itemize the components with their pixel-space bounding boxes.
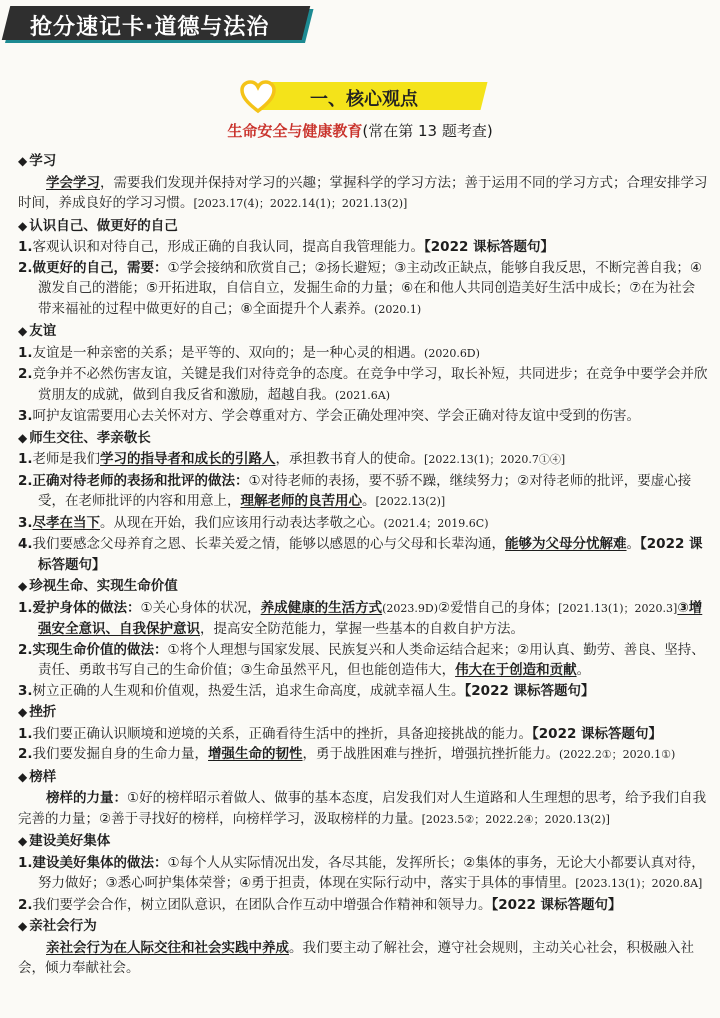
- text: ，勇于战胜困难与挫折，增强抗挫折能力。: [302, 746, 560, 762]
- topic-title: [0, 120, 720, 141]
- list-item: [18, 513, 708, 535]
- heading-prosocial: [18, 916, 708, 937]
- diamond-icon: ◆: [18, 919, 28, 933]
- list-item: [18, 406, 708, 427]
- source-ref: [2021.13(1)；2020.3]: [558, 601, 678, 615]
- key-phrase: 亲社会行为在人际交往和社会实践中养成: [46, 939, 289, 956]
- text: 。我们要主动了解社会，遵守社会规则，主动关心社会，积极融入社会，倾力奉献社会。: [18, 939, 694, 976]
- diamond-icon: ◆: [18, 154, 28, 168]
- key-phrase: 伟大在于创造和贡献: [455, 662, 577, 678]
- heading-text: 亲社会行为: [29, 918, 97, 934]
- section-header: [240, 80, 490, 114]
- text: ①对待老师的表扬，要不骄不躁，继续努力；②对待老师的批评，要虚心接受，: [38, 472, 692, 509]
- text: ①将个人理想与国家发展、民族复兴和人类命运结合起来；②用认真、勤劳、善良、坚持、责任、勇敢书写自己的生命价值；③生命虽然平凡，但也能创造伟大，: [38, 641, 705, 678]
- text: 竞争并不必然伤害友谊，关键是我们对待竞争的态度。在竞争中学习，取长补短，共同进步；在竞争中要学会并欣赏朋友的成就，做到自我反省和激励，超越自我。: [32, 366, 708, 403]
- key-phrase: 增强生命的韧性: [208, 746, 303, 762]
- key-phrase: 学习的指导者和成长的引路人: [100, 451, 276, 467]
- text: ①关心身体的状况，: [140, 599, 261, 616]
- heading-learning: [18, 151, 708, 172]
- list-item: [18, 853, 708, 895]
- standard-tag: 【2022 课标答题句】: [464, 682, 595, 699]
- list-item: [18, 681, 708, 702]
- text: 我们要学会合作，树立团队意识，在团队合作互动中增强合作精神和领导力。: [32, 896, 492, 913]
- source-ref: (2021.6A): [335, 388, 391, 402]
- item-number: 3.: [18, 514, 33, 531]
- topic-title-red: 生命安全与健康教育: [227, 122, 363, 140]
- text: 友谊是一种亲密的关系；是平等的、双向的；是一种心灵的相遇。: [32, 344, 425, 361]
- key-phrase: 能够为父母分忧解难: [505, 536, 627, 552]
- text: ①学会接纳和欣赏自己；②扬长避短；③主动改正缺点，能够自我反思，不断完善自我；④激发自己的潜能；⑤开拓进取，自信自立，发掘生命的力量；⑥在和他人共同创造美好生活中成长；⑦在为社会带来福祉的过程中做更好的自己；⑧全面提升个人素养。: [38, 259, 702, 317]
- heading-text: 友谊: [29, 323, 57, 339]
- text: ，提高安全防范能力，掌握一些基本的自救自护方法。: [200, 621, 524, 637]
- text: 。: [626, 536, 641, 552]
- standard-tag: 【2022 课标答题句】: [491, 896, 622, 913]
- list-item: [18, 744, 708, 766]
- source-ref: [2022.13(2)]: [375, 495, 446, 508]
- heading-friendship: [18, 321, 708, 342]
- text: 。: [576, 662, 591, 678]
- heading-text: 学习: [29, 153, 57, 169]
- lead-text: 爱护身体的做法：: [32, 599, 141, 616]
- heading-teachers-parents: [18, 428, 708, 449]
- heading-text: 建设美好集体: [29, 833, 111, 849]
- heading-role-models: [18, 767, 708, 788]
- diamond-icon: ◆: [18, 705, 28, 719]
- diamond-icon: ◆: [18, 579, 28, 593]
- item-number: 3.: [18, 682, 33, 699]
- item-number: 1.: [18, 725, 33, 742]
- list-item: [18, 449, 708, 471]
- source-ref: (2023.9D): [382, 601, 439, 615]
- list-item: [18, 343, 708, 365]
- text: ，需要我们发现并保持对学习的兴趣；掌握科学的学习方法；善于运用不同的学习方式；合理安排学习时间，养成良好的学习习惯。: [18, 174, 708, 211]
- diamond-icon: ◆: [18, 324, 28, 338]
- item-number: 3.: [18, 408, 33, 424]
- source-ref: (2022.2①；2020.1①): [559, 748, 676, 761]
- key-phrase: 理解老师的良苦用心: [240, 493, 362, 509]
- standard-tag: 【2022 课标答题句】: [424, 239, 555, 255]
- item-number: 1.: [18, 599, 33, 616]
- item-number: 2.: [18, 259, 33, 276]
- source-ref: [2022.13(1)；2020.7①④]: [424, 453, 566, 466]
- source-ref: (2020.1): [374, 302, 422, 316]
- list-item: [18, 534, 708, 575]
- standard-tag: 【2022 课标答题句】: [532, 725, 663, 742]
- topic-note: (常在第 13 题考查): [362, 122, 493, 140]
- list-item: [18, 598, 708, 640]
- text: 我们要发掘自身的生命力量，: [32, 746, 209, 762]
- list-item: [18, 895, 708, 916]
- key-phrase: 尽孝在当下: [32, 514, 101, 531]
- lead-text: 正确对待老师的表扬和批评的做法：: [32, 472, 249, 489]
- lead-text: 实现生命价值的做法：: [32, 641, 168, 658]
- item-number: 2.: [18, 366, 33, 382]
- diamond-icon: ◆: [18, 218, 28, 233]
- item-number: 1.: [18, 344, 33, 361]
- section-title: 一、核心观点: [310, 89, 418, 110]
- item-number: 2.: [18, 472, 33, 489]
- item-number: 2.: [18, 641, 33, 658]
- source-ref: (2021.4；2019.6C): [383, 516, 489, 530]
- text: 。: [362, 493, 376, 509]
- paragraph: [18, 173, 708, 215]
- list-item: [18, 364, 708, 406]
- heading-text: 挫折: [29, 704, 57, 720]
- paragraph: [18, 788, 708, 830]
- diamond-icon: ◆: [18, 769, 28, 784]
- text: 呵护友谊需要用心去关怀对方、学会尊重对方、学会正确处理冲突、学会正确对待友谊中受到的伤害。: [32, 408, 641, 424]
- text: 客观认识和对待自己，形成正确的自我认同，提高自我管理能力。: [32, 239, 425, 255]
- text: 树立正确的人生观和价值观，热爱生活，追求生命高度，成就幸福人生。: [32, 682, 465, 699]
- lead-text: 榜样的力量：: [46, 790, 127, 806]
- diamond-icon: ◆: [18, 430, 28, 445]
- key-phrase: ③增强安全意识、自我保护意识: [38, 599, 703, 637]
- list-item: [18, 724, 708, 745]
- source-ref: (2020.6D): [424, 346, 480, 360]
- item-number: 1.: [18, 451, 33, 467]
- key-phrase: 养成健康的生活方式: [260, 599, 383, 616]
- heart-icon: [240, 80, 276, 114]
- item-number: 2.: [18, 896, 33, 913]
- paragraph: [18, 938, 708, 979]
- text: ②爱惜自己的身体；: [438, 599, 559, 616]
- list-item: [18, 258, 708, 321]
- source-ref: [2023.13(1)；2020.8A]: [575, 877, 703, 890]
- content: [18, 150, 708, 979]
- diamond-icon: ◆: [18, 834, 28, 848]
- heading-text: 榜样: [29, 768, 57, 785]
- banner-title: 抢分速记卡·道德与法治: [30, 15, 270, 40]
- text: 我们要正确认识顺境和逆境的关系，正确看待生活中的挫折，具备迎接挑战的能力。: [32, 725, 533, 742]
- standard-tag: 【2022 课标答题句】: [38, 536, 703, 573]
- source-ref: [2023.5②；2022.2④；2020.13(2)]: [421, 812, 610, 826]
- heading-collective: [18, 831, 708, 852]
- text: 。从现在开始，我们应该用行动表达孝敬之心。: [100, 514, 384, 531]
- text: ①好的榜样昭示着做人、做事的基本态度，启发我们对人生道路和人生理想的思考，给予我们自我完善的力量；②善于寻找好的榜样，向榜样学习，汲取榜样的力量。: [18, 790, 707, 827]
- heading-text: 认识自己、做更好的自己: [29, 217, 178, 234]
- item-number: 1.: [18, 854, 33, 871]
- heading-text: 珍视生命、实现生命价值: [29, 578, 178, 594]
- list-item: [18, 471, 708, 513]
- heading-value-life: [18, 576, 708, 597]
- text: ①每个人从实际情况出发，各尽其能，发挥所长；②集体的事务，无论大小都要认真对待，努力做好；③悉心呵护集体荣誉；④勇于担责，体现在实际行动中，落实于具体的事情里。: [38, 854, 705, 891]
- lead-text: 做更好的自己，需要：: [32, 259, 168, 276]
- heading-setbacks: [18, 702, 708, 723]
- list-item: [18, 237, 708, 258]
- item-number: 1.: [18, 239, 33, 255]
- item-number: 4.: [18, 536, 33, 552]
- text: ，承担教书育人的使命。: [275, 451, 425, 467]
- text: 老师是我们: [32, 451, 101, 467]
- source-ref: [2023.17(4)；2022.14(1)；2021.13(2)]: [193, 197, 408, 210]
- list-item: [18, 640, 708, 681]
- key-phrase: 学会学习: [46, 174, 100, 191]
- heading-self: [18, 216, 708, 237]
- item-number: 2.: [18, 746, 33, 762]
- lead-text: 建设美好集体的做法：: [32, 854, 168, 871]
- heading-text: 师生交往、孝亲敬长: [29, 429, 151, 446]
- text: 我们要感念父母养育之恩、长辈关爱之情，能够以感恩的心与父母和长辈沟通，: [32, 536, 506, 552]
- text: 在老师批评的内容和用意上，: [65, 493, 241, 509]
